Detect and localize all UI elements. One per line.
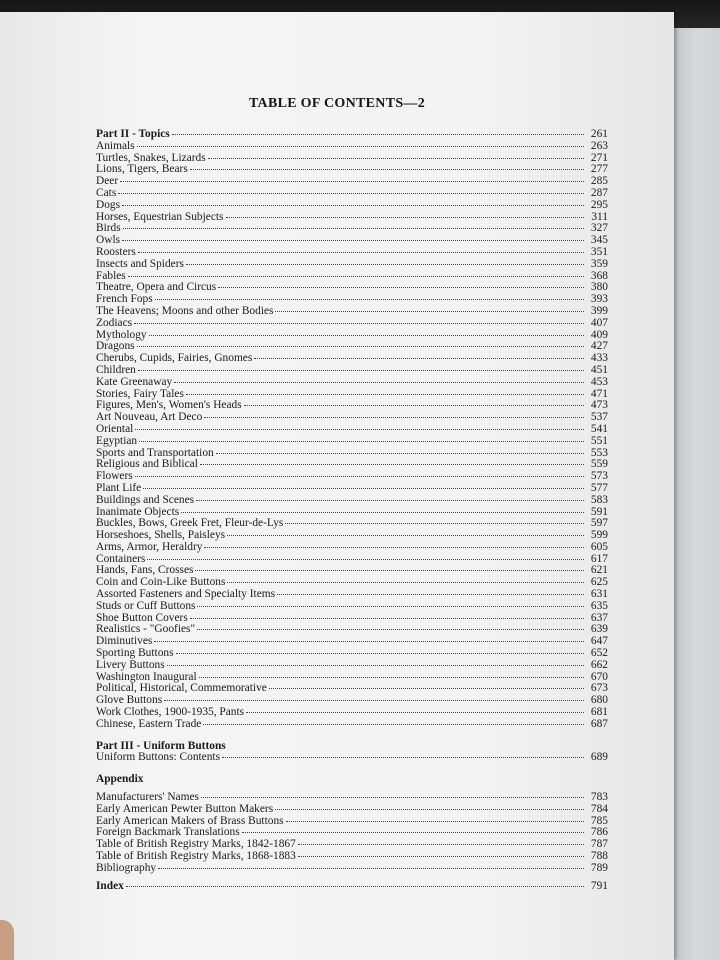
toc-entry-label: Religious and Biblical bbox=[96, 458, 198, 471]
toc-page-number: 368 bbox=[590, 269, 608, 282]
toc-page-number: 263 bbox=[590, 139, 608, 152]
toc-page-number: 662 bbox=[590, 658, 608, 671]
toc-entry-label: Dogs bbox=[96, 198, 121, 211]
toc-page-number: 427 bbox=[590, 340, 608, 353]
toc-page-number: 635 bbox=[590, 599, 608, 612]
toc-page-number: 351 bbox=[590, 245, 608, 258]
toc-entry-label: Zodiacs bbox=[96, 316, 133, 329]
toc-entry-label: Political, Historical, Commemorative bbox=[96, 682, 267, 695]
toc-entry bbox=[96, 495, 608, 507]
toc-page-number: 599 bbox=[590, 529, 608, 542]
dot-leader bbox=[227, 535, 584, 536]
dot-leader bbox=[208, 158, 584, 159]
toc-entry-label: Sporting Buttons bbox=[96, 647, 174, 660]
toc-entry-label: Mythology bbox=[96, 328, 147, 341]
dot-leader bbox=[246, 712, 584, 713]
toc-entry bbox=[96, 164, 608, 176]
toc-entry bbox=[96, 648, 608, 660]
toc-entry-label: Manufacturers' Names bbox=[96, 791, 199, 804]
toc-entry-label: French Fops bbox=[96, 293, 153, 306]
toc-entry-label: Theatre, Opera and Circus bbox=[96, 281, 217, 294]
table-of-contents bbox=[96, 129, 608, 892]
toc-page-number: 681 bbox=[590, 706, 608, 719]
toc-entry-label: Horseshoes, Shells, Paisleys bbox=[96, 529, 226, 542]
toc-entry-label: Owls bbox=[96, 234, 121, 247]
dot-leader bbox=[195, 570, 584, 571]
dot-leader bbox=[120, 181, 584, 182]
toc-entry-label: Early American Pewter Button Makers bbox=[96, 802, 274, 815]
toc-page-number: 639 bbox=[590, 623, 608, 636]
dot-leader bbox=[147, 559, 584, 560]
toc-heading-label: Part III - Uniform Buttons bbox=[96, 739, 226, 752]
toc-entry-label: Inanimate Objects bbox=[96, 505, 180, 518]
toc-page-number: 789 bbox=[590, 861, 608, 874]
dot-leader bbox=[216, 453, 584, 454]
dot-leader bbox=[122, 205, 584, 206]
toc-page-number: 473 bbox=[590, 399, 608, 412]
toc-entry-label: Deer bbox=[96, 175, 119, 188]
dot-leader bbox=[197, 606, 584, 607]
toc-entry bbox=[96, 259, 608, 271]
dot-leader bbox=[164, 700, 584, 701]
toc-entry bbox=[96, 624, 608, 636]
toc-page-number: 785 bbox=[590, 814, 608, 827]
toc-entry-label: Chinese, Eastern Trade bbox=[96, 717, 202, 730]
toc-entry bbox=[96, 176, 608, 188]
dot-leader bbox=[226, 217, 585, 218]
dot-leader bbox=[176, 653, 584, 654]
toc-entry-label: Cherubs, Cupids, Fairies, Gnomes bbox=[96, 352, 253, 365]
toc-page-number: 407 bbox=[590, 316, 608, 329]
toc-entry bbox=[96, 683, 608, 695]
toc-section-heading-part2 bbox=[96, 129, 608, 141]
dot-leader bbox=[196, 500, 584, 501]
toc-entry-label: Figures, Men's, Women's Heads bbox=[96, 399, 242, 412]
toc-page-number: 791 bbox=[590, 879, 608, 892]
toc-page-number: 591 bbox=[590, 505, 608, 518]
toc-page-number: 625 bbox=[590, 576, 608, 589]
toc-entry-label: Children bbox=[96, 363, 136, 376]
toc-entry bbox=[96, 330, 608, 342]
toc-page-number: 631 bbox=[590, 588, 608, 601]
dot-leader bbox=[143, 488, 584, 489]
toc-entry bbox=[96, 318, 608, 330]
toc-entry-label: Coin and Coin-Like Buttons bbox=[96, 576, 226, 589]
toc-entry-label: Birds bbox=[96, 222, 121, 235]
toc-entry-label: Roosters bbox=[96, 245, 136, 258]
toc-entry-label: Cats bbox=[96, 186, 117, 199]
toc-page-number: 673 bbox=[590, 682, 608, 695]
toc-entry-label: Washington Inaugural bbox=[96, 670, 197, 683]
toc-page-number: 559 bbox=[590, 458, 608, 471]
toc-entry bbox=[96, 471, 608, 483]
toc-entry bbox=[96, 282, 608, 294]
document-page bbox=[0, 12, 674, 960]
toc-page-number: 311 bbox=[591, 210, 608, 223]
toc-entry bbox=[96, 377, 608, 389]
toc-page-number: 573 bbox=[590, 470, 608, 483]
toc-entry-label: Art Nouveau, Art Deco bbox=[96, 411, 203, 424]
dot-leader bbox=[222, 757, 584, 758]
toc-page-number: 285 bbox=[590, 175, 608, 188]
toc-page-number: 605 bbox=[590, 540, 608, 553]
dot-leader bbox=[134, 323, 584, 324]
toc-entry bbox=[96, 752, 608, 764]
toc-entry-label: Turtles, Snakes, Lizards bbox=[96, 151, 206, 164]
toc-entry-label: Sports and Transportation bbox=[96, 446, 214, 459]
toc-entry-label: Egyptian bbox=[96, 434, 138, 447]
dot-leader bbox=[181, 512, 584, 513]
toc-entry-label: Lions, Tigers, Bears bbox=[96, 163, 188, 176]
dot-leader bbox=[227, 582, 584, 583]
toc-heading-label: Appendix bbox=[96, 773, 144, 786]
toc-entry-label: Buildings and Scenes bbox=[96, 493, 195, 506]
part2-entry-list bbox=[96, 141, 608, 731]
dot-leader bbox=[204, 547, 584, 548]
toc-page-number: 583 bbox=[590, 493, 608, 506]
toc-entry bbox=[96, 459, 608, 471]
toc-entry bbox=[96, 306, 608, 318]
toc-page-number: 621 bbox=[590, 564, 608, 577]
toc-entry-label: Buckles, Bows, Greek Fret, Fleur-de-Lys bbox=[96, 517, 284, 530]
toc-entry bbox=[96, 719, 608, 731]
toc-entry bbox=[96, 247, 608, 259]
toc-entry-label: Shoe Button Covers bbox=[96, 611, 188, 624]
toc-entry-label: Insects and Spiders bbox=[96, 257, 184, 270]
toc-entry bbox=[96, 235, 608, 247]
dot-leader bbox=[244, 405, 584, 406]
toc-section-heading-appendix bbox=[96, 774, 608, 786]
toc-entry bbox=[96, 436, 608, 448]
dot-leader bbox=[242, 832, 584, 833]
dot-leader bbox=[135, 476, 584, 477]
toc-entry bbox=[96, 412, 608, 424]
toc-entry-label: Plant Life bbox=[96, 481, 142, 494]
toc-page-number: 577 bbox=[590, 481, 608, 494]
dot-leader bbox=[190, 169, 584, 170]
page-title: TABLE OF CONTENTS—2 bbox=[248, 96, 426, 111]
toc-entry-label: Work Clothes, 1900-1935, Pants bbox=[96, 706, 245, 719]
appendix-entry-list bbox=[96, 792, 608, 875]
toc-page-number: 680 bbox=[590, 694, 608, 707]
toc-page-number: 784 bbox=[590, 802, 608, 815]
dot-leader bbox=[122, 240, 584, 241]
dot-leader bbox=[149, 335, 584, 336]
toc-entry bbox=[96, 601, 608, 613]
dot-leader bbox=[155, 299, 584, 300]
toc-entry-label: Stories, Fairy Tales bbox=[96, 387, 184, 400]
dot-leader bbox=[200, 464, 584, 465]
dot-leader bbox=[298, 844, 584, 845]
toc-entry bbox=[96, 483, 608, 495]
toc-page-number: 787 bbox=[590, 838, 608, 851]
toc-entry-label: Assorted Fasteners and Specialty Items bbox=[96, 588, 276, 601]
toc-heading-label: Index bbox=[96, 879, 124, 892]
toc-entry-label: Fables bbox=[96, 269, 126, 282]
toc-page-number: 287 bbox=[590, 186, 608, 199]
toc-entry-label: Livery Buttons bbox=[96, 658, 165, 671]
toc-page-number: 670 bbox=[590, 670, 608, 683]
toc-page-number: 295 bbox=[590, 198, 608, 211]
toc-entry bbox=[96, 141, 608, 153]
toc-entry-label: Studs or Cuff Buttons bbox=[96, 599, 196, 612]
toc-page-number: 647 bbox=[590, 635, 608, 648]
dot-leader bbox=[186, 264, 584, 265]
toc-entry-label: Uniform Buttons: Contents bbox=[96, 751, 221, 764]
dot-leader bbox=[218, 287, 584, 288]
toc-page-number: 271 bbox=[590, 151, 608, 164]
dot-leader bbox=[167, 665, 584, 666]
toc-page-number: 261 bbox=[590, 128, 608, 140]
toc-entry bbox=[96, 851, 608, 863]
dot-leader bbox=[199, 677, 584, 678]
toc-entry-label: Bibliography bbox=[96, 861, 157, 874]
dot-leader bbox=[123, 228, 584, 229]
dot-leader bbox=[172, 134, 584, 135]
dot-leader bbox=[138, 252, 584, 253]
toc-page-number: 553 bbox=[590, 446, 608, 459]
toc-page-number: 359 bbox=[590, 257, 608, 270]
toc-entry-label: Table of British Registry Marks, 1842-1867 bbox=[96, 838, 296, 851]
dot-leader bbox=[138, 370, 584, 371]
toc-entry bbox=[96, 212, 608, 224]
toc-entry-label: Arms, Armor, Heraldry bbox=[96, 540, 203, 553]
dot-leader bbox=[118, 193, 584, 194]
toc-page-number: 471 bbox=[590, 387, 608, 400]
dot-leader bbox=[275, 311, 584, 312]
toc-page-number: 433 bbox=[590, 352, 608, 365]
toc-entry bbox=[96, 365, 608, 377]
toc-page-number: 597 bbox=[590, 517, 608, 530]
dot-leader bbox=[190, 618, 584, 619]
toc-entry bbox=[96, 542, 608, 554]
part3-entry-list bbox=[96, 752, 608, 764]
toc-entry-label: Foreign Backmark Translations bbox=[96, 826, 240, 839]
dot-leader bbox=[174, 382, 584, 383]
dot-leader bbox=[154, 641, 584, 642]
dot-leader bbox=[298, 856, 584, 857]
dot-leader bbox=[275, 809, 584, 810]
toc-page-number: 541 bbox=[590, 422, 608, 435]
dot-leader bbox=[204, 417, 584, 418]
thumb-edge bbox=[0, 920, 14, 960]
toc-page-number: 637 bbox=[590, 611, 608, 624]
toc-page-number: 380 bbox=[590, 281, 608, 294]
toc-entry bbox=[96, 223, 608, 235]
dot-leader bbox=[201, 797, 584, 798]
toc-entry bbox=[96, 424, 608, 436]
dot-leader bbox=[128, 276, 584, 277]
toc-page-number: 327 bbox=[590, 222, 608, 235]
toc-entry bbox=[96, 353, 608, 365]
dot-leader bbox=[137, 146, 584, 147]
toc-entry-label: Flowers bbox=[96, 470, 133, 483]
toc-page-number: 277 bbox=[590, 163, 608, 176]
toc-entry bbox=[96, 863, 608, 875]
toc-entry-label: Early American Makers of Brass Buttons bbox=[96, 814, 284, 827]
toc-page-number: 399 bbox=[590, 304, 608, 317]
toc-entry-label: Table of British Registry Marks, 1868-1883 bbox=[96, 850, 296, 863]
toc-entry bbox=[96, 188, 608, 200]
dot-leader bbox=[126, 886, 584, 887]
dot-leader bbox=[186, 394, 584, 395]
toc-page-number: 537 bbox=[590, 411, 608, 424]
dot-leader bbox=[285, 523, 584, 524]
toc-page-number: 786 bbox=[590, 826, 608, 839]
dot-leader bbox=[137, 346, 584, 347]
toc-page-number: 617 bbox=[590, 552, 608, 565]
toc-entry-label: Hands, Fans, Crosses bbox=[96, 564, 194, 577]
toc-page-number: 687 bbox=[590, 717, 608, 730]
dot-leader bbox=[277, 594, 584, 595]
toc-page-number: 451 bbox=[590, 363, 608, 376]
dot-leader bbox=[158, 868, 584, 869]
toc-page-number: 409 bbox=[590, 328, 608, 341]
dot-leader bbox=[203, 724, 584, 725]
toc-entry-label: Horses, Equestrian Subjects bbox=[96, 210, 224, 223]
toc-index-entry bbox=[96, 881, 608, 893]
toc-entry-label: Animals bbox=[96, 139, 135, 152]
dot-leader bbox=[139, 441, 584, 442]
toc-entry-label: Oriental bbox=[96, 422, 134, 435]
toc-page-number: 345 bbox=[590, 234, 608, 247]
toc-entry-label: Kate Greenaway bbox=[96, 375, 173, 388]
dot-leader bbox=[286, 821, 584, 822]
toc-page-number: 788 bbox=[590, 850, 608, 863]
toc-entry bbox=[96, 660, 608, 672]
dot-leader bbox=[269, 688, 584, 689]
dot-leader bbox=[197, 629, 584, 630]
dot-leader bbox=[254, 358, 584, 359]
toc-page-number: 783 bbox=[590, 791, 608, 804]
toc-page-number: 689 bbox=[590, 751, 608, 764]
toc-entry-label: Realistics - "Goofies" bbox=[96, 623, 196, 636]
toc-page-number: 453 bbox=[590, 375, 608, 388]
toc-page-number: 652 bbox=[590, 647, 608, 660]
toc-entry-label: Diminutives bbox=[96, 635, 153, 648]
toc-entry bbox=[96, 200, 608, 212]
toc-entry-label: Dragons bbox=[96, 340, 135, 353]
toc-entry-label: Glove Buttons bbox=[96, 694, 163, 707]
dot-leader bbox=[135, 429, 584, 430]
toc-heading-label: Part II - Topics bbox=[96, 128, 170, 140]
toc-page-number: 393 bbox=[590, 293, 608, 306]
toc-entry bbox=[96, 804, 608, 816]
toc-entry-label: The Heavens; Moons and other Bodies bbox=[96, 304, 274, 317]
toc-page-number: 551 bbox=[590, 434, 608, 447]
toc-entry-label: Containers bbox=[96, 552, 146, 565]
